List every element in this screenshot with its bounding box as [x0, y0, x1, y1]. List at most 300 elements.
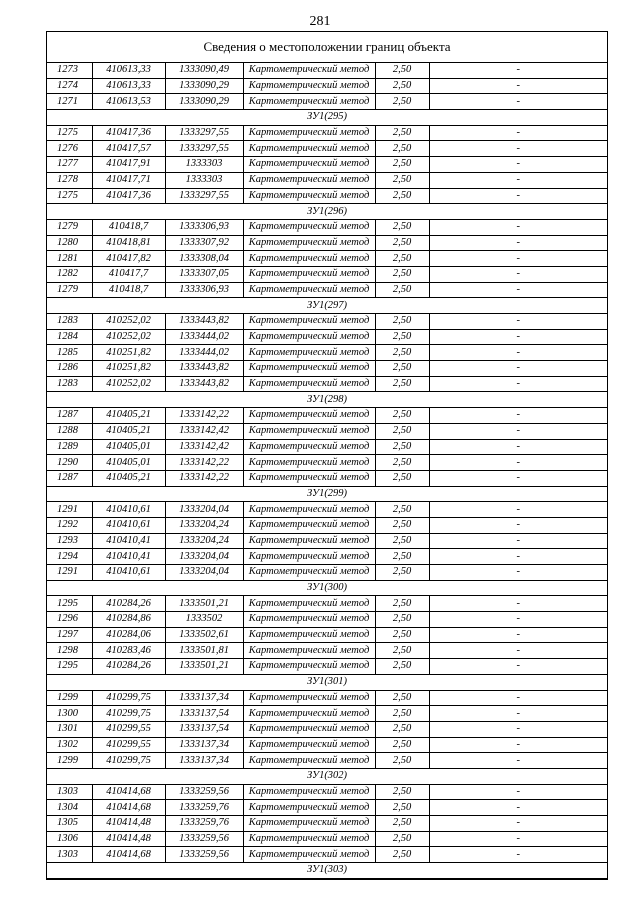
description-cell: -	[429, 94, 607, 110]
x-coordinate-cell: 410405,21	[92, 423, 165, 439]
x-coordinate-cell: 410417,91	[92, 157, 165, 173]
table-row	[47, 376, 607, 392]
y-coordinate-cell: 1333303	[165, 172, 243, 188]
description-cell: -	[429, 517, 607, 533]
y-coordinate-cell: 1333259,76	[165, 800, 243, 816]
method-cell: Картометрический метод	[243, 141, 375, 157]
parcel-label-row	[47, 674, 607, 690]
table-row	[47, 753, 607, 769]
x-coordinate-cell: 410299,55	[92, 721, 165, 737]
table-row	[47, 408, 607, 424]
accuracy-cell: 2,50	[375, 219, 429, 235]
x-coordinate-cell: 410405,01	[92, 439, 165, 455]
method-cell: Картометрический метод	[243, 753, 375, 769]
x-coordinate-cell: 410410,41	[92, 533, 165, 549]
point-number-cell: 1304	[47, 800, 92, 816]
table-row	[47, 329, 607, 345]
accuracy-cell: 2,50	[375, 423, 429, 439]
description-cell: -	[429, 235, 607, 251]
x-coordinate-cell: 410414,68	[92, 800, 165, 816]
description-cell: -	[429, 172, 607, 188]
accuracy-cell: 2,50	[375, 517, 429, 533]
y-coordinate-cell: 1333142,22	[165, 408, 243, 424]
method-cell: Картометрический метод	[243, 235, 375, 251]
accuracy-cell: 2,50	[375, 188, 429, 204]
description-cell: -	[429, 533, 607, 549]
accuracy-cell: 2,50	[375, 94, 429, 110]
description-cell: -	[429, 690, 607, 706]
point-number-cell: 1299	[47, 690, 92, 706]
y-coordinate-cell: 1333204,04	[165, 502, 243, 518]
x-coordinate-cell: 410410,61	[92, 517, 165, 533]
table-row	[47, 612, 607, 628]
x-coordinate-cell: 410405,01	[92, 455, 165, 471]
method-cell: Картометрический метод	[243, 831, 375, 847]
description-cell: -	[429, 596, 607, 612]
y-coordinate-cell: 1333443,82	[165, 361, 243, 377]
coordinates-table-body	[47, 63, 607, 878]
table-row	[47, 816, 607, 832]
method-cell: Картометрический метод	[243, 251, 375, 267]
x-coordinate-cell: 410252,02	[92, 376, 165, 392]
y-coordinate-cell: 1333297,55	[165, 188, 243, 204]
method-cell: Картометрический метод	[243, 502, 375, 518]
accuracy-cell: 2,50	[375, 345, 429, 361]
accuracy-cell: 2,50	[375, 643, 429, 659]
description-cell: -	[429, 549, 607, 565]
accuracy-cell: 2,50	[375, 659, 429, 675]
method-cell: Картометрический метод	[243, 282, 375, 298]
parcel-label: ЗУ1(301)	[47, 674, 607, 690]
y-coordinate-cell: 1333137,34	[165, 753, 243, 769]
table-row	[47, 172, 607, 188]
description-cell: -	[429, 78, 607, 94]
method-cell: Картометрический метод	[243, 314, 375, 330]
y-coordinate-cell: 1333137,54	[165, 721, 243, 737]
point-number-cell: 1279	[47, 282, 92, 298]
x-coordinate-cell: 410410,41	[92, 549, 165, 565]
x-coordinate-cell: 410410,61	[92, 502, 165, 518]
description-cell: -	[429, 659, 607, 675]
point-number-cell: 1281	[47, 251, 92, 267]
accuracy-cell: 2,50	[375, 721, 429, 737]
parcel-label-row	[47, 486, 607, 502]
parcel-label-row	[47, 580, 607, 596]
table-row	[47, 533, 607, 549]
parcel-label-row	[47, 863, 607, 879]
method-cell: Картометрический метод	[243, 157, 375, 173]
method-cell: Картометрический метод	[243, 94, 375, 110]
table-row	[47, 157, 607, 173]
y-coordinate-cell: 1333204,04	[165, 565, 243, 581]
method-cell: Картометрический метод	[243, 219, 375, 235]
description-cell: -	[429, 125, 607, 141]
method-cell: Картометрический метод	[243, 172, 375, 188]
point-number-cell: 1303	[47, 847, 92, 863]
accuracy-cell: 2,50	[375, 706, 429, 722]
x-coordinate-cell: 410284,26	[92, 596, 165, 612]
table-row	[47, 627, 607, 643]
point-number-cell: 1301	[47, 721, 92, 737]
point-number-cell: 1279	[47, 219, 92, 235]
parcel-label: ЗУ1(297)	[47, 298, 607, 314]
boundary-table-sheet	[46, 31, 608, 880]
accuracy-cell: 2,50	[375, 847, 429, 863]
point-number-cell: 1275	[47, 125, 92, 141]
accuracy-cell: 2,50	[375, 470, 429, 486]
accuracy-cell: 2,50	[375, 361, 429, 377]
accuracy-cell: 2,50	[375, 376, 429, 392]
table-row	[47, 361, 607, 377]
x-coordinate-cell: 410414,48	[92, 831, 165, 847]
y-coordinate-cell: 1333204,24	[165, 517, 243, 533]
method-cell: Картометрический метод	[243, 565, 375, 581]
point-number-cell: 1275	[47, 188, 92, 204]
table-row	[47, 565, 607, 581]
x-coordinate-cell: 410414,48	[92, 816, 165, 832]
y-coordinate-cell: 1333090,49	[165, 63, 243, 78]
description-cell: -	[429, 63, 607, 78]
description-cell: -	[429, 314, 607, 330]
y-coordinate-cell: 1333204,04	[165, 549, 243, 565]
y-coordinate-cell: 1333502	[165, 612, 243, 628]
x-coordinate-cell: 410414,68	[92, 847, 165, 863]
description-cell: -	[429, 376, 607, 392]
point-number-cell: 1282	[47, 266, 92, 282]
description-cell: -	[429, 800, 607, 816]
point-number-cell: 1293	[47, 533, 92, 549]
x-coordinate-cell: 410418,7	[92, 219, 165, 235]
table-row	[47, 502, 607, 518]
point-number-cell: 1291	[47, 565, 92, 581]
table-row	[47, 596, 607, 612]
table-row	[47, 125, 607, 141]
method-cell: Картометрический метод	[243, 627, 375, 643]
x-coordinate-cell: 410613,33	[92, 78, 165, 94]
accuracy-cell: 2,50	[375, 737, 429, 753]
point-number-cell: 1292	[47, 517, 92, 533]
accuracy-cell: 2,50	[375, 690, 429, 706]
y-coordinate-cell: 1333142,22	[165, 455, 243, 471]
description-cell: -	[429, 627, 607, 643]
page-number: 281	[309, 14, 331, 29]
accuracy-cell: 2,50	[375, 235, 429, 251]
method-cell: Картометрический метод	[243, 643, 375, 659]
y-coordinate-cell: 1333306,93	[165, 282, 243, 298]
accuracy-cell: 2,50	[375, 612, 429, 628]
description-cell: -	[429, 439, 607, 455]
method-cell: Картометрический метод	[243, 63, 375, 78]
table-row	[47, 706, 607, 722]
y-coordinate-cell: 1333444,02	[165, 329, 243, 345]
x-coordinate-cell: 410613,53	[92, 94, 165, 110]
y-coordinate-cell: 1333501,21	[165, 659, 243, 675]
table-row	[47, 314, 607, 330]
method-cell: Картометрический метод	[243, 659, 375, 675]
y-coordinate-cell: 1333259,56	[165, 784, 243, 800]
description-cell: -	[429, 157, 607, 173]
method-cell: Картометрический метод	[243, 612, 375, 628]
description-cell: -	[429, 282, 607, 298]
y-coordinate-cell: 1333501,81	[165, 643, 243, 659]
table-row	[47, 251, 607, 267]
accuracy-cell: 2,50	[375, 831, 429, 847]
x-coordinate-cell: 410417,71	[92, 172, 165, 188]
table-row	[47, 235, 607, 251]
accuracy-cell: 2,50	[375, 502, 429, 518]
description-cell: -	[429, 706, 607, 722]
y-coordinate-cell: 1333306,93	[165, 219, 243, 235]
accuracy-cell: 2,50	[375, 172, 429, 188]
point-number-cell: 1278	[47, 172, 92, 188]
x-coordinate-cell: 410252,02	[92, 314, 165, 330]
point-number-cell: 1276	[47, 141, 92, 157]
y-coordinate-cell: 1333137,54	[165, 706, 243, 722]
description-cell: -	[429, 345, 607, 361]
method-cell: Картометрический метод	[243, 345, 375, 361]
description-cell: -	[429, 502, 607, 518]
description-cell: -	[429, 831, 607, 847]
method-cell: Картометрический метод	[243, 847, 375, 863]
method-cell: Картометрический метод	[243, 408, 375, 424]
point-number-cell: 1284	[47, 329, 92, 345]
table-row	[47, 784, 607, 800]
x-coordinate-cell: 410417,82	[92, 251, 165, 267]
method-cell: Картометрический метод	[243, 816, 375, 832]
x-coordinate-cell: 410299,75	[92, 706, 165, 722]
description-cell: -	[429, 784, 607, 800]
x-coordinate-cell: 410405,21	[92, 408, 165, 424]
point-number-cell: 1287	[47, 408, 92, 424]
table-row	[47, 800, 607, 816]
table-row	[47, 831, 607, 847]
parcel-label: ЗУ1(303)	[47, 863, 607, 879]
x-coordinate-cell: 410251,82	[92, 345, 165, 361]
y-coordinate-cell: 1333259,76	[165, 816, 243, 832]
point-number-cell: 1273	[47, 63, 92, 78]
description-cell: -	[429, 753, 607, 769]
x-coordinate-cell: 410252,02	[92, 329, 165, 345]
accuracy-cell: 2,50	[375, 63, 429, 78]
y-coordinate-cell: 1333501,21	[165, 596, 243, 612]
table-row	[47, 659, 607, 675]
point-number-cell: 1271	[47, 94, 92, 110]
accuracy-cell: 2,50	[375, 329, 429, 345]
y-coordinate-cell: 1333259,56	[165, 831, 243, 847]
accuracy-cell: 2,50	[375, 549, 429, 565]
x-coordinate-cell: 410417,57	[92, 141, 165, 157]
point-number-cell: 1287	[47, 470, 92, 486]
y-coordinate-cell: 1333303	[165, 157, 243, 173]
table-row	[47, 266, 607, 282]
accuracy-cell: 2,50	[375, 753, 429, 769]
y-coordinate-cell: 1333297,55	[165, 125, 243, 141]
description-cell: -	[429, 455, 607, 471]
parcel-label-row	[47, 768, 607, 784]
y-coordinate-cell: 1333142,22	[165, 470, 243, 486]
parcel-label: ЗУ1(298)	[47, 392, 607, 408]
accuracy-cell: 2,50	[375, 251, 429, 267]
accuracy-cell: 2,50	[375, 78, 429, 94]
accuracy-cell: 2,50	[375, 141, 429, 157]
point-number-cell: 1277	[47, 157, 92, 173]
accuracy-cell: 2,50	[375, 266, 429, 282]
description-cell: -	[429, 408, 607, 424]
description-cell: -	[429, 612, 607, 628]
table-row	[47, 470, 607, 486]
y-coordinate-cell: 1333444,02	[165, 345, 243, 361]
parcel-label: ЗУ1(295)	[47, 110, 607, 126]
accuracy-cell: 2,50	[375, 596, 429, 612]
point-number-cell: 1295	[47, 659, 92, 675]
y-coordinate-cell: 1333307,92	[165, 235, 243, 251]
description-cell: -	[429, 565, 607, 581]
x-coordinate-cell: 410405,21	[92, 470, 165, 486]
parcel-label: ЗУ1(296)	[47, 204, 607, 220]
table-row	[47, 517, 607, 533]
y-coordinate-cell: 1333090,29	[165, 78, 243, 94]
method-cell: Картометрический метод	[243, 188, 375, 204]
x-coordinate-cell: 410418,7	[92, 282, 165, 298]
point-number-cell: 1302	[47, 737, 92, 753]
method-cell: Картометрический метод	[243, 361, 375, 377]
table-row	[47, 455, 607, 471]
method-cell: Картометрический метод	[243, 721, 375, 737]
table-row	[47, 439, 607, 455]
accuracy-cell: 2,50	[375, 565, 429, 581]
x-coordinate-cell: 410284,06	[92, 627, 165, 643]
coordinates-table	[47, 63, 607, 879]
y-coordinate-cell: 1333307,05	[165, 266, 243, 282]
description-cell: -	[429, 329, 607, 345]
parcel-label-row	[47, 392, 607, 408]
table-row	[47, 282, 607, 298]
accuracy-cell: 2,50	[375, 125, 429, 141]
method-cell: Картометрический метод	[243, 266, 375, 282]
accuracy-cell: 2,50	[375, 455, 429, 471]
table-row	[47, 78, 607, 94]
method-cell: Картометрический метод	[243, 706, 375, 722]
point-number-cell: 1289	[47, 439, 92, 455]
parcel-label-row	[47, 298, 607, 314]
table-row	[47, 188, 607, 204]
description-cell: -	[429, 361, 607, 377]
accuracy-cell: 2,50	[375, 408, 429, 424]
x-coordinate-cell: 410417,7	[92, 266, 165, 282]
x-coordinate-cell: 410299,75	[92, 753, 165, 769]
method-cell: Картометрический метод	[243, 596, 375, 612]
description-cell: -	[429, 721, 607, 737]
table-row	[47, 549, 607, 565]
table-heading: Сведения о местоположении границ объекта	[47, 32, 607, 63]
method-cell: Картометрический метод	[243, 470, 375, 486]
method-cell: Картометрический метод	[243, 376, 375, 392]
point-number-cell: 1295	[47, 596, 92, 612]
point-number-cell: 1285	[47, 345, 92, 361]
method-cell: Картометрический метод	[243, 784, 375, 800]
point-number-cell: 1283	[47, 376, 92, 392]
table-row	[47, 94, 607, 110]
point-number-cell: 1296	[47, 612, 92, 628]
method-cell: Картометрический метод	[243, 78, 375, 94]
y-coordinate-cell: 1333443,82	[165, 376, 243, 392]
x-coordinate-cell: 410414,68	[92, 784, 165, 800]
table-row	[47, 423, 607, 439]
y-coordinate-cell: 1333137,34	[165, 737, 243, 753]
description-cell: -	[429, 423, 607, 439]
point-number-cell: 1300	[47, 706, 92, 722]
accuracy-cell: 2,50	[375, 800, 429, 816]
method-cell: Картометрический метод	[243, 690, 375, 706]
method-cell: Картометрический метод	[243, 549, 375, 565]
x-coordinate-cell: 410299,55	[92, 737, 165, 753]
table-row	[47, 721, 607, 737]
method-cell: Картометрический метод	[243, 439, 375, 455]
y-coordinate-cell: 1333502,61	[165, 627, 243, 643]
point-number-cell: 1280	[47, 235, 92, 251]
parcel-label-row	[47, 204, 607, 220]
method-cell: Картометрический метод	[243, 455, 375, 471]
y-coordinate-cell: 1333137,34	[165, 690, 243, 706]
method-cell: Картометрический метод	[243, 800, 375, 816]
accuracy-cell: 2,50	[375, 314, 429, 330]
y-coordinate-cell: 1333142,42	[165, 439, 243, 455]
point-number-cell: 1306	[47, 831, 92, 847]
point-number-cell: 1283	[47, 314, 92, 330]
method-cell: Картометрический метод	[243, 737, 375, 753]
y-coordinate-cell: 1333142,42	[165, 423, 243, 439]
y-coordinate-cell: 1333297,55	[165, 141, 243, 157]
description-cell: -	[429, 219, 607, 235]
accuracy-cell: 2,50	[375, 816, 429, 832]
description-cell: -	[429, 737, 607, 753]
y-coordinate-cell: 1333443,82	[165, 314, 243, 330]
accuracy-cell: 2,50	[375, 627, 429, 643]
x-coordinate-cell: 410299,75	[92, 690, 165, 706]
description-cell: -	[429, 470, 607, 486]
table-row	[47, 847, 607, 863]
point-number-cell: 1305	[47, 816, 92, 832]
accuracy-cell: 2,50	[375, 784, 429, 800]
point-number-cell: 1288	[47, 423, 92, 439]
description-cell: -	[429, 251, 607, 267]
table-row	[47, 141, 607, 157]
y-coordinate-cell: 1333204,24	[165, 533, 243, 549]
description-cell: -	[429, 847, 607, 863]
y-coordinate-cell: 1333259,56	[165, 847, 243, 863]
accuracy-cell: 2,50	[375, 157, 429, 173]
table-row	[47, 643, 607, 659]
table-row	[47, 63, 607, 78]
point-number-cell: 1299	[47, 753, 92, 769]
point-number-cell: 1286	[47, 361, 92, 377]
description-cell: -	[429, 266, 607, 282]
x-coordinate-cell: 410284,26	[92, 659, 165, 675]
description-cell: -	[429, 188, 607, 204]
parcel-label: ЗУ1(302)	[47, 768, 607, 784]
point-number-cell: 1298	[47, 643, 92, 659]
method-cell: Картометрический метод	[243, 423, 375, 439]
accuracy-cell: 2,50	[375, 439, 429, 455]
parcel-label: ЗУ1(299)	[47, 486, 607, 502]
point-number-cell: 1294	[47, 549, 92, 565]
y-coordinate-cell: 1333090,29	[165, 94, 243, 110]
x-coordinate-cell: 410284,86	[92, 612, 165, 628]
x-coordinate-cell: 410410,61	[92, 565, 165, 581]
point-number-cell: 1290	[47, 455, 92, 471]
x-coordinate-cell: 410417,36	[92, 125, 165, 141]
x-coordinate-cell: 410251,82	[92, 361, 165, 377]
